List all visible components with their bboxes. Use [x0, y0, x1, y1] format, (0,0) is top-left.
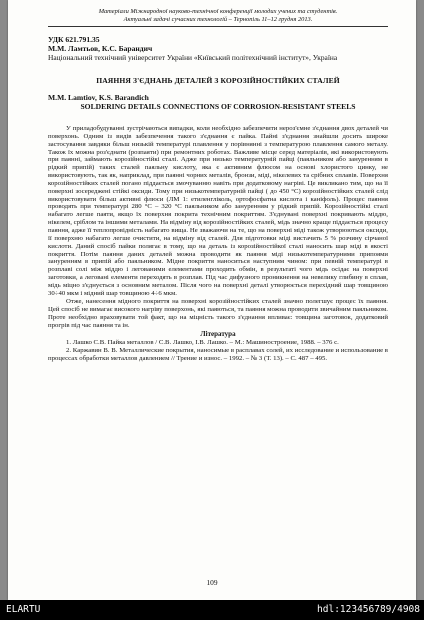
reference-item: 1. Лашко С.В. Пайка металлов / С.В. Лашко, І.В. Лашко. – М.: Машиностроение, 1988. – 376 с.: [66, 339, 339, 347]
handle-label: hdl:123456789/4908: [317, 604, 420, 615]
header-divider: [48, 26, 388, 27]
repository-label: ELARTU: [6, 604, 41, 615]
footer-bar: [0, 600, 424, 620]
title-en: SOLDERING DETAILS CONNECTIONS OF CORROSION-RESISTANT STEELS: [80, 102, 356, 111]
conference-header-line-1: Матеріали Міжнародної науково-технічної конференції молодих учених та студентів.: [98, 8, 338, 15]
page-number: 109: [206, 578, 218, 587]
paragraph: Отже, нанесення мідного покриття на поверхні корозійностійких сталей значно полегшує процес їх паяння. Цей спосіб не вимагає високого нагріву поверхонь, які паяються, та паяння можна проводити звичайним паяльником. Проте необхідно враховувати той факт, що на міцність такого з'єднання впливає: товщина заготовок, додатковий прогрів під час паяння та ін.: [48, 298, 388, 329]
reference-item: 2. Каржавин В. В. Металлические покрытия, наносимые в расплавах солей, их исследование и использование в процессах обработки металлов давлением // Трение и износ. – 1992. – № 3 (Т. 13). – С. 487 – 495.: [48, 347, 388, 363]
page-content: [48, 8, 388, 363]
authors-en: M.M. Lamtiov, K.S. Barandich: [48, 93, 149, 102]
references-heading: Література: [200, 330, 236, 339]
authors-ua: М.М. Ламтьов, К.С. Барандич: [48, 44, 153, 53]
document-page: [8, 0, 416, 600]
title-ua: ПАЯННЯ З'ЄДНАНЬ ДЕТАЛЕЙ З КОРОЗІЙНОСТІЙКИХ СТАЛЕЙ: [96, 76, 340, 85]
article-body: [48, 125, 388, 329]
affiliation: Національний технічний університет України «Київський політехнічний інститут», Україна: [48, 53, 338, 62]
udk-code: УДК 621.791.35: [48, 35, 100, 44]
paragraph: У приладобудуванні зустрічаються випадки, коли необхідно забезпечити нероз'ємне з'єднання двох деталей чи поверхонь. Одним із видів забезпечення такого з'єднання є пайка. Пайні з'єднання знайшли досить широке застосування завдяки більш низькій температурі плавлення у порівнянні з температурою плавлення самого металу. Також їх можна роз'єднати (розпаяти) при ремонтних роботах. Важливе місце серед матеріалів, які використовують при паянні, займають корозійностійкі сталі. Адже при низько температурній пайці (паяльником або зануренням в рідкий припій) таких сталей паяльну кислоту, яка є активним флюсом на основі хлористого цинку, не використовують, так як, наприклад, при паянні чорних металів, бронзи, міді, нікелевих та срібних сплавів. Поверхня корозійностійких сталей погано піддається змочуванню навіть при додатковому нагріві. Це викликано тим, що на її поверхні зосереджені стійкі оксиди. Тому при низькотемпературній пайці ( до 450 °С) корозійностійких сталей слід використовувати більш активні флюси (ЛМ 1: етиленгліколь, ортофосфатна кислота і каніфоль). Процес паяння проводять при температурі 280 °С – 320 °С паяльником або зануренням у рідкий припій. Корозійностійкі сталі набагато легше паяти, якщо їх поверхня покрита технічним покриттям. З'єднувані поверхні покривають міддю, нікелем, сріблом та іншими металами. На відміну від корозійностійких сталей, мідь значно краще піддається процесу паяння, адже її теплопровідність набагато вища. Не зважаючи на те, що на поверхні міді також утворюються оксиди, її поверхню набагато легше очистити, на відміну від сталей. Для підготовки міді вистачить 5 % розчину сірчаної кислоти. Даний спосіб пайки полягає в тому, що на деталь із корозійностійкої сталі наносить шар міді в якості покриття. Потім паяння даних деталей можна проводити як паяння міді низькотемпературними припоями зануренням в припій або паяльником. Мідне покриття наноситься наступним чином: при певній температурі в розплаві солі між міддю і легованими елементами проходить обмін, в результаті чого мідь осідає на поверхні заготовки, а леговані елементи переходять в розплав. Під час дифузного проникнення на невелику глибину в сплав, мідь міцно з'єднується з основним металом. Після чого на поверхні деталі утворюється перехідний шар товщиною 30÷40 мкм і мідний шар товщиною 4÷6 мкм.: [48, 125, 388, 297]
conference-header-line-2: Актуальні задачі сучасних технологій – Тернопіль 11–12 грудня 2013.: [123, 16, 313, 23]
